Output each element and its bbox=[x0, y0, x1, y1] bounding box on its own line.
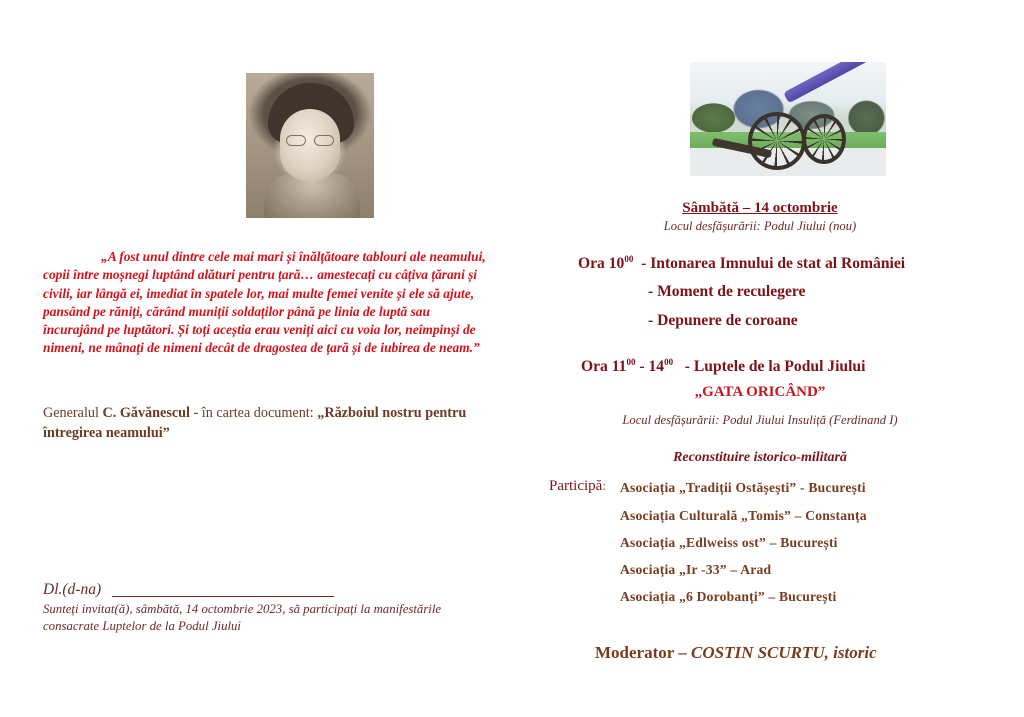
event-date-heading: Sâmbătă – 14 octombrie bbox=[682, 200, 838, 216]
moderator-name: COSTIN SCURTU, istoric bbox=[691, 643, 877, 662]
schedule-2-separator: - bbox=[635, 358, 649, 375]
invitation-text: Sunteți invitat(ă), sâmbătă, 14 octombrie 2023, să participați la manifestările consacrate Luptelor de la Podul Jiului bbox=[43, 602, 442, 633]
event-location-2: Locul desfășurării: Podul Jiului Insuliță (Ferdinand I) bbox=[622, 413, 898, 427]
event-title: „GATA ORICÂND” bbox=[694, 384, 826, 400]
invitee-name-line bbox=[112, 596, 334, 597]
schedule-1-item: - Intonarea Imnului de stat al României bbox=[641, 255, 906, 272]
reconstitution-heading: Reconstituire istorico-militară bbox=[673, 450, 847, 465]
quote-citation bbox=[43, 404, 493, 443]
participant-item: Asociația „Edlweiss ost” – București bbox=[620, 535, 838, 550]
schedule-2-start-hour: Ora 11 bbox=[581, 358, 627, 375]
cannon-wheel-back bbox=[802, 114, 846, 164]
schedule-1-minutes: 00 bbox=[624, 254, 634, 264]
schedule-2-title: - Luptele de la Podul Jiului bbox=[684, 358, 866, 375]
schedule-2-line bbox=[581, 357, 865, 376]
invitation-salutation: Dl.(d-na) bbox=[43, 581, 102, 598]
cannon-photo bbox=[690, 62, 886, 176]
participants-label: Participă: bbox=[549, 478, 606, 494]
portrait-glasses bbox=[284, 135, 336, 147]
schedule-2-end-minutes: 00 bbox=[664, 357, 674, 367]
citation-author: C. Găvănescul bbox=[102, 405, 190, 421]
citation-book: „Războiul nostru pentru întregirea neamului” bbox=[43, 405, 467, 441]
citation-middle: - în cartea document: bbox=[189, 405, 318, 421]
schedule-1-item: - Depunere de coroane bbox=[648, 312, 798, 329]
moderator-line bbox=[595, 643, 877, 663]
schedule-2-start-minutes: 00 bbox=[626, 357, 636, 367]
historical-quote: „A fost unul dintre cele mai mari și înălțătoare tablouri ale neamului, copii între moșnegi luptând alături pentru țară… amestecați cu câțiva țărani și civili, iar lângă ei, imediat în spatele lor, mai multe femei venite și ele să ajute, pansând pe răniți, cărând muniții soldaților până pe linia de luptă sau încurajând pe luptători. Și toți aceștia erau veniți aici cu voia lor, neîmpinși de nimeni, ne mânați de nimeni decât de dragostea de țară și de iubirea de neam.” bbox=[43, 249, 486, 356]
schedule-1-item: - Moment de reculegere bbox=[648, 283, 806, 300]
schedule-1-hour: Ora 10 bbox=[578, 255, 625, 272]
participant-item: Asociația Culturală „Tomis” – Constanța bbox=[620, 508, 867, 523]
participant-item: Asociația „Ir -33” – Arad bbox=[620, 562, 772, 577]
citation-prefix: Generalul bbox=[43, 405, 103, 421]
portrait-photo bbox=[246, 73, 374, 218]
schedule-1-line bbox=[578, 254, 905, 273]
schedule-2-end-hour: 14 bbox=[648, 358, 665, 375]
participant-item: Asociația „6 Dorobanți” – București bbox=[620, 589, 837, 604]
event-location-1: Locul desfășurării: Podul Jiului (nou) bbox=[663, 219, 857, 233]
cannon-wheel-front bbox=[748, 112, 806, 170]
participant-item: Asociația „Tradiții Ostășești” - București bbox=[620, 480, 866, 495]
moderator-label: Moderator – bbox=[595, 643, 691, 662]
